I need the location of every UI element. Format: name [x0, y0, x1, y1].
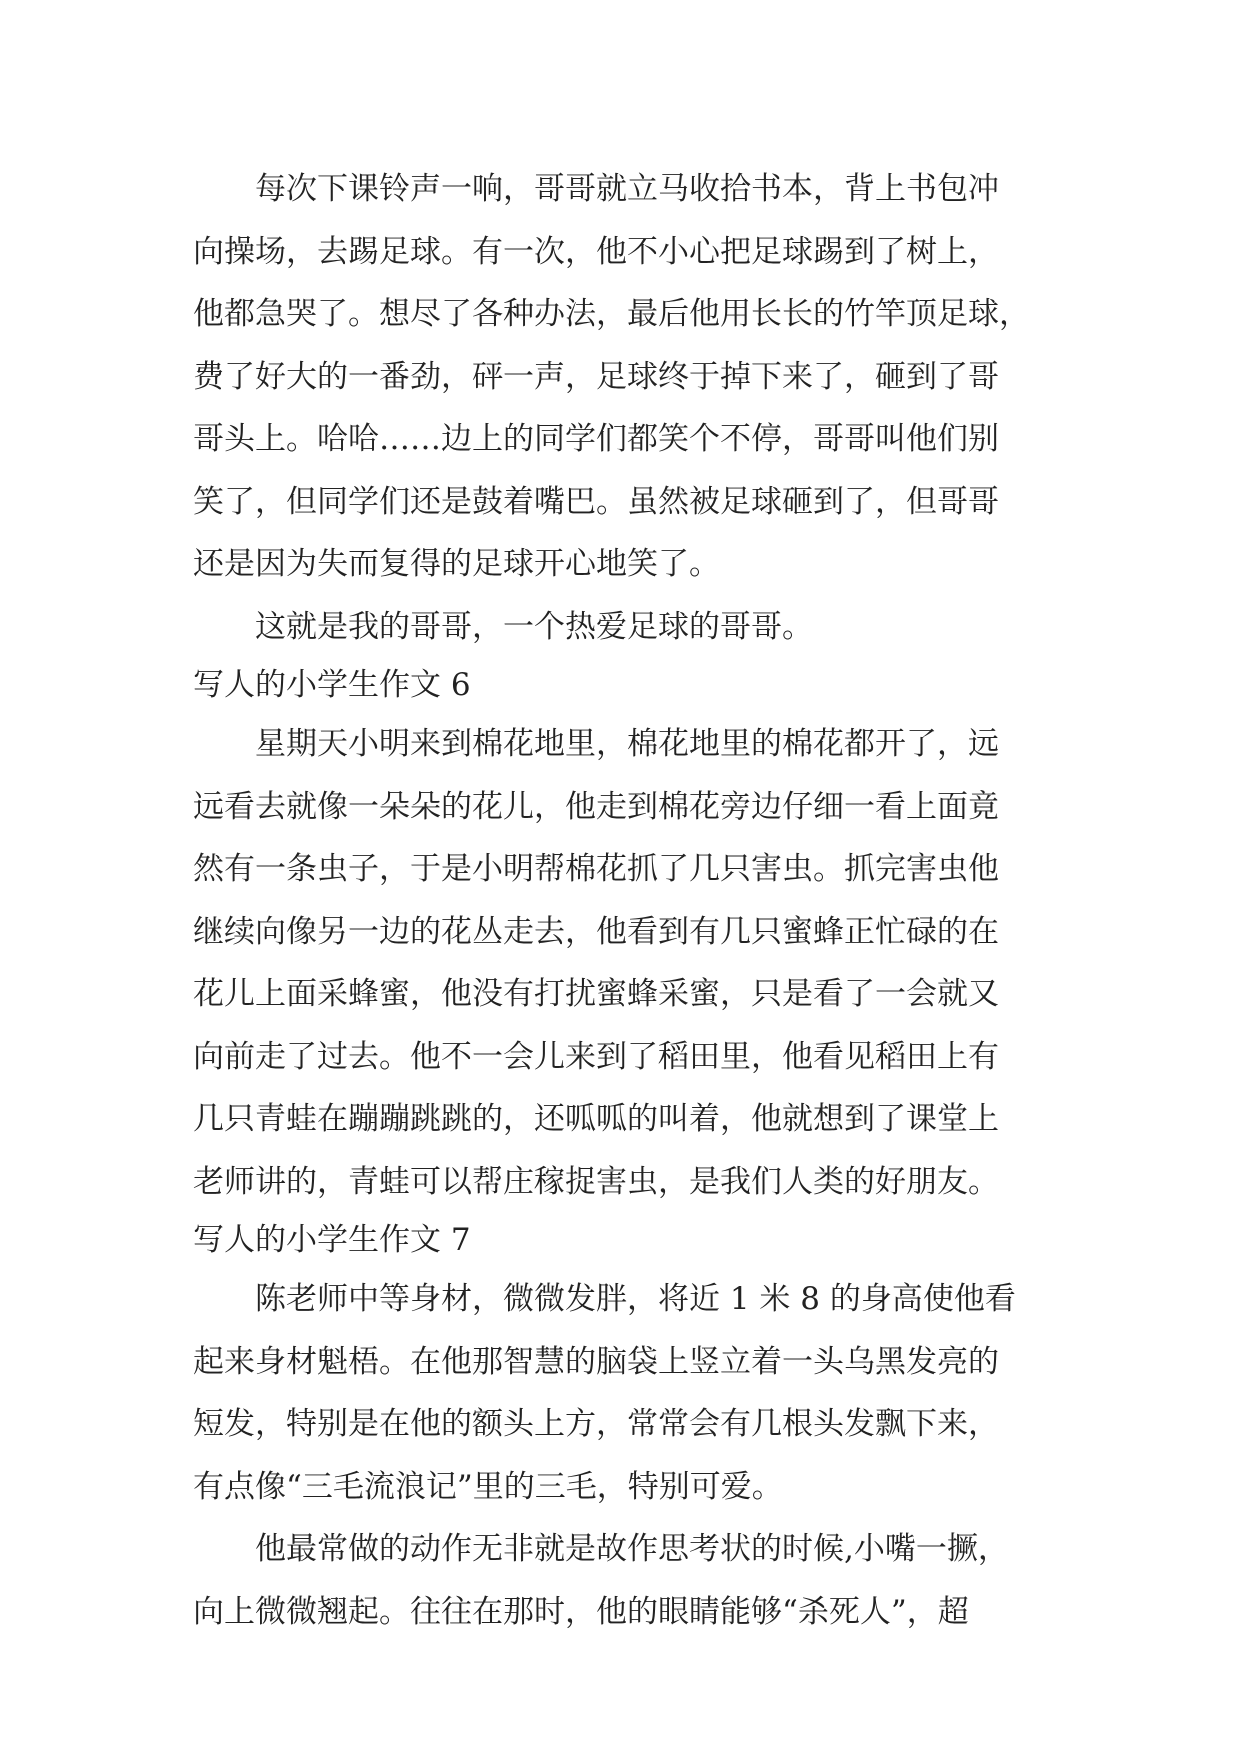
paragraph-line: 短发，特别是在他的额头上方，常常会有几根头发飘下来， — [193, 1406, 999, 1442]
paragraph-line: 费了好大的一番劲，砰一声，足球终于掉下来了，砸到了哥 — [193, 358, 999, 395]
paragraph-line: 他最常做的动作无非就是故作思考状的时候,小嘴一撅， — [255, 1531, 1009, 1567]
paragraph-line: 起来身材魁梧。在他那智慧的脑袋上竖立着一头乌黑发亮的 — [193, 1343, 999, 1380]
section-heading: 写人的小学生作文 6 — [193, 667, 471, 703]
paragraph-line: 向操场，去踢足球。有一次，他不小心把足球踢到了树上， — [193, 233, 999, 270]
paragraph-line: 还是因为失而复得的足球开心地笑了。 — [193, 546, 720, 582]
paragraph-line: 花儿上面采蜂蜜，他没有打扰蜜蜂采蜜，只是看了一会就又 — [193, 976, 999, 1012]
document-body — [193, 158, 1063, 1643]
paragraph-line: 哥头上。哈哈……边上的同学们都笑个不停，哥哥叫他们别 — [193, 421, 999, 457]
paragraph-line: 几只青蛙在蹦蹦跳跳的，还呱呱的叫着，他就想到了课堂上 — [193, 1101, 999, 1137]
paragraph-line: 远看去就像一朵朵的花儿，他走到棉花旁边仔细一看上面竟 — [193, 788, 999, 825]
paragraph-line: 有点像“三毛流浪记”里的三毛，特别可爱。 — [193, 1468, 783, 1505]
paragraph-line: 向前走了过去。他不一会儿来到了稻田里，他看见稻田上有 — [193, 1038, 999, 1075]
paragraph-line: 星期天小明来到棉花地里，棉花地里的棉花都开了，远 — [255, 726, 999, 762]
paragraph-line: 老师讲的，青蛙可以帮庄稼捉害虫，是我们人类的好朋友。 — [193, 1163, 999, 1200]
paragraph-line: 每次下课铃声一响，哥哥就立马收拾书本，背上书包冲 — [255, 171, 999, 207]
paragraph-line: 陈老师中等身材，微微发胖，将近 1 米 8 的身高使他看 — [255, 1281, 1016, 1317]
paragraph-line: 笑了，但同学们还是鼓着嘴巴。虽然被足球砸到了，但哥哥 — [193, 483, 999, 520]
paragraph-line: 继续向像另一边的花丛走去，他看到有几只蜜蜂正忙碌的在 — [193, 913, 999, 950]
section-heading: 写人的小学生作文 7 — [193, 1222, 471, 1258]
paragraph-line: 然有一条虫子，于是小明帮棉花抓了几只害虫。抓完害虫他 — [193, 851, 999, 887]
paragraph-line: 这就是我的哥哥，一个热爱足球的哥哥。 — [255, 608, 813, 645]
paragraph-line: 他都急哭了。想尽了各种办法，最后他用长长的竹竿顶足球， — [193, 296, 1030, 332]
paragraph-line: 向上微微翘起。往往在那时，他的眼睛能够“杀死人”，超 — [193, 1593, 969, 1630]
